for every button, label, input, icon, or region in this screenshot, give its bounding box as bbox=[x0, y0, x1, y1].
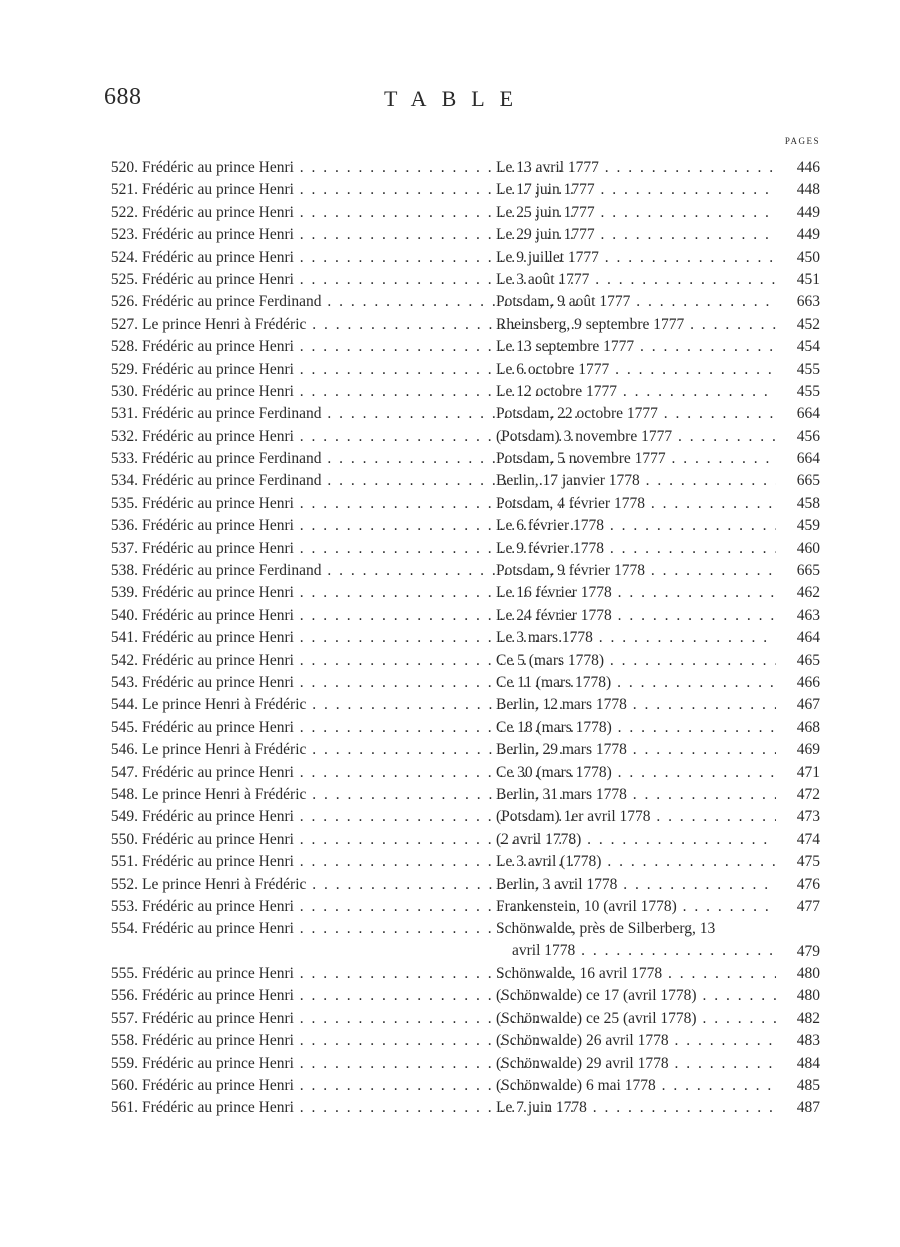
letter-number: 548. bbox=[110, 785, 138, 803]
letter-number: 544. bbox=[110, 696, 138, 714]
letter-date: Le 9 juillet 1777 . . . bbox=[496, 247, 776, 269]
page-reference: 477 bbox=[796, 897, 820, 915]
letter-date: Berlin, 31 mars 1778 . . . bbox=[496, 784, 776, 806]
toc-entry bbox=[94, 157, 820, 179]
toc-entry bbox=[94, 470, 820, 492]
toc-entry bbox=[94, 739, 820, 761]
letter-date-line2: avril 1778 . . . bbox=[496, 940, 776, 962]
correspondents: Frédéric au prince Henri . . . bbox=[142, 538, 582, 560]
page-reference: 446 bbox=[796, 159, 820, 176]
letter-date: Berlin, 29 mars 1778 . . . bbox=[496, 739, 776, 761]
letter-date: Le 29 juin 1777 . . . bbox=[496, 224, 776, 246]
toc-entry bbox=[94, 762, 820, 784]
page-reference: 475 bbox=[796, 853, 820, 871]
correspondents: Frédéric au prince Henri . . . bbox=[142, 269, 582, 291]
page-reference: 473 bbox=[796, 808, 820, 826]
letter-date: Potsdam, 22 octobre 1777 . . . bbox=[496, 403, 776, 425]
correspondents: Frédéric au prince Henri . . . bbox=[142, 627, 582, 649]
letter-number: 527. bbox=[110, 315, 138, 333]
letter-number: 561. bbox=[110, 1099, 138, 1117]
correspondents: Frédéric au prince Henri . . . bbox=[142, 582, 582, 604]
page-reference: 472 bbox=[796, 785, 820, 803]
toc-entry bbox=[94, 829, 820, 851]
correspondents: Frédéric au prince Henri . . . bbox=[142, 381, 582, 403]
toc-entry bbox=[94, 515, 820, 537]
correspondents: Frédéric au prince Henri . . . bbox=[142, 202, 582, 224]
letter-date: Le 17 juin 1777 . . . bbox=[496, 179, 776, 201]
letter-date: Potsdam, 4 février 1778 . . . bbox=[496, 493, 776, 515]
page-reference: 664 bbox=[796, 450, 820, 468]
letter-date: Le 13 avril 1777 . . . bbox=[496, 157, 776, 179]
toc-entry bbox=[94, 717, 820, 739]
letter-number: 529. bbox=[110, 360, 138, 378]
page-reference: 465 bbox=[796, 651, 820, 669]
page-reference: 466 bbox=[796, 673, 820, 691]
page-title: TABLE bbox=[384, 86, 529, 111]
page-reference: 483 bbox=[796, 1032, 820, 1050]
letter-number: 536. bbox=[110, 517, 138, 535]
letter-number: 559. bbox=[110, 1054, 138, 1072]
correspondents: Frédéric au prince Henri . . . bbox=[142, 359, 582, 381]
letter-number: 555. bbox=[110, 965, 138, 983]
letter-number: 537. bbox=[110, 539, 138, 557]
letter-date: Le 24 février 1778 . . . bbox=[496, 605, 776, 627]
page-reference: 480 bbox=[796, 965, 820, 983]
toc-entry bbox=[94, 1008, 820, 1030]
toc-entry bbox=[94, 448, 820, 470]
toc-entry bbox=[94, 314, 820, 336]
letter-date: Ce 11 (mars 1778) . . . bbox=[496, 672, 776, 694]
correspondents: Le prince Henri à Frédéric . . . bbox=[142, 314, 582, 336]
letter-date: Ce 5 (mars 1778) . . . bbox=[496, 650, 776, 672]
correspondents: Frédéric au prince Ferdinand . . . bbox=[142, 403, 582, 425]
letter-date: Le 9 février 1778 . . . bbox=[496, 538, 776, 560]
page-reference: 451 bbox=[796, 270, 820, 288]
letter-number: 551. bbox=[110, 853, 138, 871]
toc-entry bbox=[94, 851, 820, 873]
page-reference: 449 bbox=[796, 226, 820, 244]
letter-number: 535. bbox=[110, 494, 138, 512]
correspondents: Frédéric au prince Ferdinand . . . bbox=[142, 560, 582, 582]
correspondents: Frédéric au prince Henri . . . bbox=[142, 1008, 582, 1030]
letter-number: 546. bbox=[110, 741, 138, 759]
letter-date: (Potsdam) 1er avril 1778 . . . bbox=[496, 806, 776, 828]
correspondents: Frédéric au prince Henri . . . bbox=[142, 1097, 582, 1119]
letter-date: Le 16 février 1778 . . . bbox=[496, 582, 776, 604]
toc-entry bbox=[94, 291, 820, 313]
letter-number: 528. bbox=[110, 338, 138, 356]
page-reference: 479 bbox=[796, 942, 820, 960]
page-reference: 469 bbox=[796, 741, 820, 759]
toc-entry bbox=[94, 985, 820, 1007]
correspondents: Frédéric au prince Henri . . . bbox=[142, 985, 582, 1007]
letter-date: Rheinsberg, 9 septembre 1777 . . . bbox=[496, 314, 776, 336]
page-reference: 455 bbox=[796, 382, 820, 400]
page-reference: 458 bbox=[796, 494, 820, 512]
page-reference: 474 bbox=[796, 830, 820, 848]
letter-date: (Schönwalde) ce 25 (avril 1778) . . . bbox=[496, 1008, 776, 1030]
correspondents: Frédéric au prince Henri . . . bbox=[142, 851, 582, 873]
page-reference: 454 bbox=[796, 338, 820, 356]
correspondents: Frédéric au prince Henri . . . bbox=[142, 762, 582, 784]
letter-number: 532. bbox=[110, 427, 138, 445]
correspondents: Frédéric au prince Henri . . . bbox=[142, 224, 582, 246]
letter-date: Ce 18 (mars 1778) . . . bbox=[496, 717, 776, 739]
letter-date: (2 avril 1778) . . . bbox=[496, 829, 776, 851]
letter-date-line1: Schönwalde, près de Silberberg, 13 bbox=[496, 920, 716, 938]
toc-entry bbox=[94, 426, 820, 448]
toc-entry bbox=[94, 896, 820, 918]
correspondents: Frédéric au prince Henri . . . bbox=[142, 1075, 582, 1097]
correspondents: Frédéric au prince Henri . . . bbox=[142, 963, 582, 985]
page-reference: 471 bbox=[796, 763, 820, 781]
letter-number: 539. bbox=[110, 584, 138, 602]
letter-date: Le 3 mars 1778 . . . bbox=[496, 627, 776, 649]
letter-date: (Schönwalde) 6 mai 1778 . . . bbox=[496, 1075, 776, 1097]
page-reference: 663 bbox=[796, 293, 820, 311]
letter-number: 556. bbox=[110, 987, 138, 1005]
letter-date: Schönwalde, 16 avril 1778 . . . bbox=[496, 963, 776, 985]
page-number: 688 bbox=[104, 84, 142, 110]
page-reference: 449 bbox=[796, 203, 820, 221]
toc-entry bbox=[94, 963, 820, 985]
letter-date: Le 6 février 1778 . . . bbox=[496, 515, 776, 537]
letter-date: Potsdam, 5 novembre 1777 . . . bbox=[496, 448, 776, 470]
letter-number: 550. bbox=[110, 830, 138, 848]
toc-entry bbox=[94, 627, 820, 649]
table-of-contents bbox=[94, 157, 820, 1120]
letter-date: Le 13 septembre 1777 . . . bbox=[496, 336, 776, 358]
toc-entry bbox=[94, 359, 820, 381]
page-reference: 467 bbox=[796, 696, 820, 714]
correspondents: Frédéric au prince Henri . . . bbox=[142, 650, 582, 672]
toc-entry bbox=[94, 493, 820, 515]
letter-number: 558. bbox=[110, 1032, 138, 1050]
toc-entry bbox=[94, 247, 820, 269]
toc-entry bbox=[94, 672, 820, 694]
letter-number: 547. bbox=[110, 763, 138, 781]
letter-date: Le 7 juin 1778 . . . bbox=[496, 1097, 776, 1119]
toc-entry bbox=[94, 179, 820, 201]
page-reference: 665 bbox=[796, 562, 820, 580]
letter-date: Berlin, 17 janvier 1778 . . . bbox=[496, 470, 776, 492]
toc-entry bbox=[94, 694, 820, 716]
correspondents: Frédéric au prince Henri . . . bbox=[142, 829, 582, 851]
letter-number: 557. bbox=[110, 1009, 138, 1027]
page-reference: 664 bbox=[796, 405, 820, 423]
letter-date: Potsdam, 9 février 1778 . . . bbox=[496, 560, 776, 582]
correspondents: Frédéric au prince Henri . . . bbox=[142, 247, 582, 269]
letter-number: 540. bbox=[110, 606, 138, 624]
correspondents: Frédéric au prince Henri . . . bbox=[142, 1053, 582, 1075]
letter-number: 533. bbox=[110, 450, 138, 468]
page-reference: 455 bbox=[796, 360, 820, 378]
page-reference: 460 bbox=[796, 539, 820, 557]
page-reference: 464 bbox=[796, 629, 820, 647]
correspondents: Frédéric au prince Ferdinand . . . bbox=[142, 448, 582, 470]
pages-column-label: PAGES bbox=[784, 136, 820, 146]
page-reference: 487 bbox=[796, 1099, 820, 1117]
letter-date: Ce 30 (mars 1778) . . . bbox=[496, 762, 776, 784]
toc-entry bbox=[94, 784, 820, 806]
letter-number: 553. bbox=[110, 897, 138, 915]
letter-date: (Potsdam) 3 novembre 1777 . . . bbox=[496, 426, 776, 448]
correspondents: Frédéric au prince Henri . . . bbox=[142, 179, 582, 201]
toc-entry bbox=[94, 1030, 820, 1052]
letter-date: Le 25 juin 1777 . . . bbox=[496, 202, 776, 224]
letter-date: Le 3 août 1777 . . . bbox=[496, 269, 776, 291]
letter-number: 538. bbox=[110, 562, 138, 580]
letter-number: 524. bbox=[110, 248, 138, 266]
toc-entry bbox=[94, 806, 820, 828]
correspondents: Frédéric au prince Henri . . . bbox=[142, 672, 582, 694]
toc-entry bbox=[94, 1075, 820, 1097]
toc-entry bbox=[94, 874, 820, 896]
letter-number: 534. bbox=[110, 472, 138, 490]
toc-entry bbox=[94, 1053, 820, 1075]
letter-number: 560. bbox=[110, 1077, 138, 1095]
letter-date bbox=[496, 918, 776, 962]
letter-number: 523. bbox=[110, 226, 138, 244]
correspondents: Frédéric au prince Henri . . . bbox=[142, 426, 582, 448]
page-reference: 450 bbox=[796, 248, 820, 266]
letter-number: 543. bbox=[110, 673, 138, 691]
toc-entry bbox=[94, 560, 820, 582]
toc-entry bbox=[94, 381, 820, 403]
page-reference: 484 bbox=[796, 1054, 820, 1072]
toc-entry bbox=[94, 269, 820, 291]
toc-entry bbox=[94, 650, 820, 672]
correspondents: Frédéric au prince Henri . . . bbox=[142, 515, 582, 537]
letter-date: Le 6 octobre 1777 . . . bbox=[496, 359, 776, 381]
correspondents: Le prince Henri à Frédéric . . . bbox=[142, 694, 582, 716]
page-reference: 480 bbox=[796, 987, 820, 1005]
letter-date: Le 12 octobre 1777 . . . bbox=[496, 381, 776, 403]
correspondents: Frédéric au prince Henri . . . bbox=[142, 717, 582, 739]
toc-entry bbox=[94, 605, 820, 627]
letter-date: Berlin, 3 avril 1778 . . . bbox=[496, 874, 776, 896]
correspondents: Le prince Henri à Frédéric . . . bbox=[142, 739, 582, 761]
correspondents: Frédéric au prince Henri . . . bbox=[142, 1030, 582, 1052]
letter-date: Le 3 avril (1778) . . . bbox=[496, 851, 776, 873]
correspondents: Frédéric au prince Henri . . . bbox=[142, 896, 582, 918]
letter-date: (Schönwalde) ce 17 (avril 1778) . . . bbox=[496, 985, 776, 1007]
page-reference: 456 bbox=[796, 427, 820, 445]
correspondents: Frédéric au prince Ferdinand . . . bbox=[142, 291, 582, 313]
correspondents: Frédéric au prince Henri . . . bbox=[142, 493, 582, 515]
toc-entry bbox=[94, 918, 820, 963]
toc-entry bbox=[94, 403, 820, 425]
letter-number: 552. bbox=[110, 875, 138, 893]
letter-number: 554. bbox=[110, 920, 138, 938]
letter-date: Berlin, 12 mars 1778 . . . bbox=[496, 694, 776, 716]
toc-entry bbox=[94, 202, 820, 224]
page-reference: 468 bbox=[796, 718, 820, 736]
toc-entry bbox=[94, 582, 820, 604]
letter-number: 520. bbox=[110, 159, 138, 176]
page-reference: 462 bbox=[796, 584, 820, 602]
page-reference: 482 bbox=[796, 1009, 820, 1027]
correspondents: Le prince Henri à Frédéric . . . bbox=[142, 784, 582, 806]
letter-number: 530. bbox=[110, 382, 138, 400]
correspondents: Frédéric au prince Henri . . . bbox=[142, 605, 582, 627]
correspondents: Frédéric au prince Henri . . . bbox=[142, 157, 582, 179]
page-reference: 459 bbox=[796, 517, 820, 535]
page-reference: 452 bbox=[796, 315, 820, 333]
letter-number: 542. bbox=[110, 651, 138, 669]
correspondents: Frédéric au prince Henri . . . bbox=[142, 918, 582, 940]
page-reference: 485 bbox=[796, 1077, 820, 1095]
toc-entry bbox=[94, 538, 820, 560]
correspondents: Le prince Henri à Frédéric . . . bbox=[142, 874, 582, 896]
toc-entry bbox=[94, 1097, 820, 1119]
letter-date: (Schönwalde) 29 avril 1778 . . . bbox=[496, 1053, 776, 1075]
correspondents: Frédéric au prince Henri . . . bbox=[142, 806, 582, 828]
letter-date: Potsdam, 9 août 1777 . . . bbox=[496, 291, 776, 313]
toc-entry bbox=[94, 224, 820, 246]
letter-number: 522. bbox=[110, 203, 138, 221]
page-reference: 476 bbox=[796, 875, 820, 893]
toc-entry bbox=[94, 336, 820, 358]
correspondents: Frédéric au prince Henri . . . bbox=[142, 336, 582, 358]
letter-number: 525. bbox=[110, 270, 138, 288]
letter-number: 541. bbox=[110, 629, 138, 647]
page-reference: 665 bbox=[796, 472, 820, 490]
letter-date: Frankenstein, 10 (avril 1778) . . . bbox=[496, 896, 776, 918]
letter-number: 549. bbox=[110, 808, 138, 826]
correspondents: Frédéric au prince Ferdinand . . . bbox=[142, 470, 582, 492]
letter-number: 531. bbox=[110, 405, 138, 423]
page-reference: 463 bbox=[796, 606, 820, 624]
letter-number: 526. bbox=[110, 293, 138, 311]
letter-number: 545. bbox=[110, 718, 138, 736]
letter-date: (Schönwalde) 26 avril 1778 . . . bbox=[496, 1030, 776, 1052]
page-reference: 448 bbox=[796, 181, 820, 199]
letter-number: 521. bbox=[110, 181, 138, 199]
